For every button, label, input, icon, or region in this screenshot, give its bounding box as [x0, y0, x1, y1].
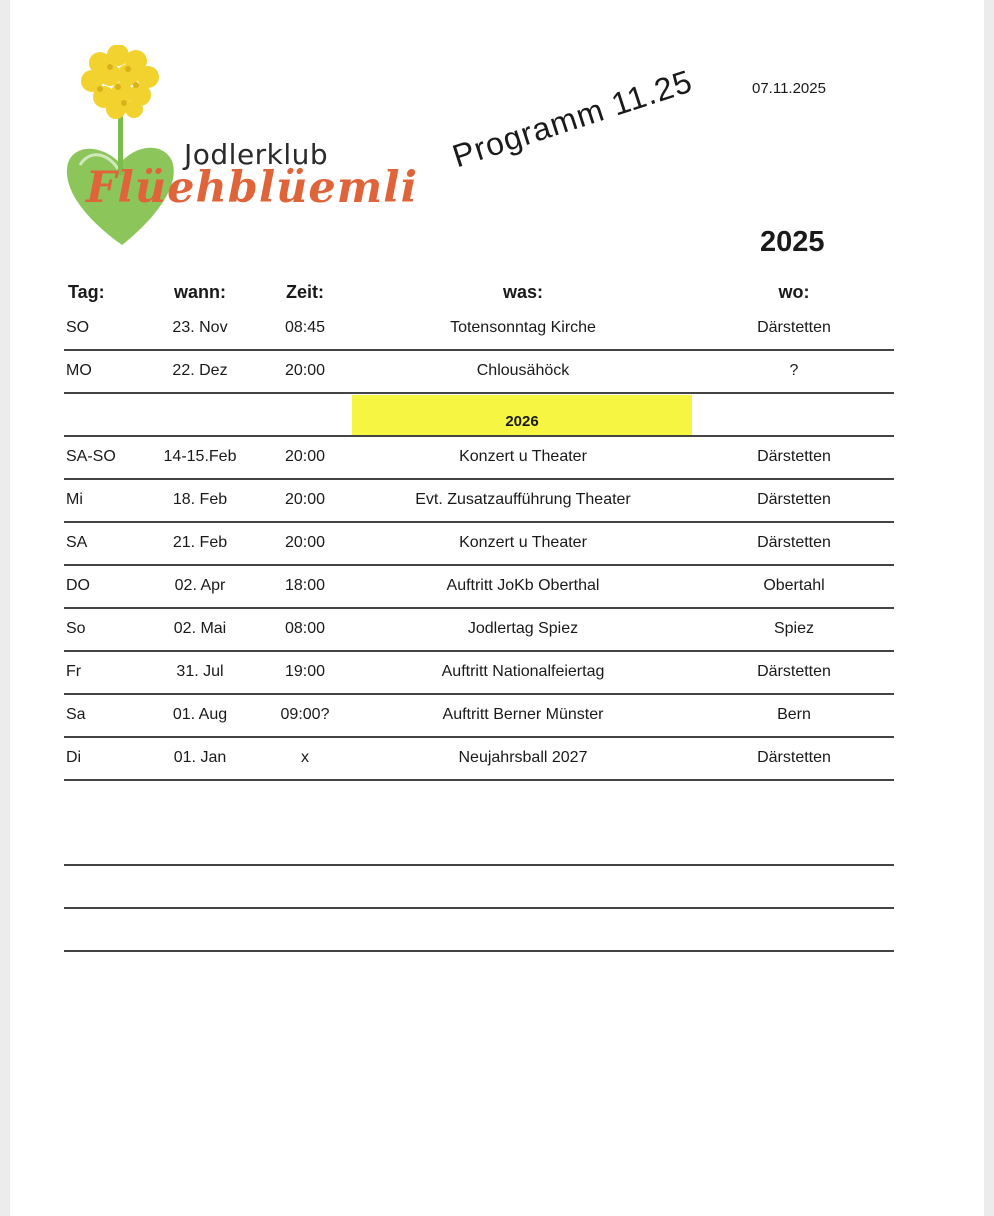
cell-tag: Sa [66, 706, 86, 723]
section-year-2026: 2026 [505, 413, 539, 430]
cell-wann: 02. Apr [174, 577, 226, 594]
cell-was: Jodlertag Spiez [467, 620, 579, 637]
cell-tag: SA [66, 534, 88, 551]
cell-wo: Därstetten [757, 663, 831, 680]
table-row [0, 738, 994, 781]
cell-zeit: 09:00? [280, 706, 330, 723]
header-wann: wann: [174, 282, 226, 302]
cell-wo: Därstetten [757, 448, 831, 465]
cell-tag: So [66, 620, 86, 637]
cell-wann: 01. Aug [172, 706, 228, 723]
program-stamp: Programm 11.25 [448, 62, 697, 175]
table-row [0, 609, 994, 652]
cell-wann: 23. Nov [172, 319, 228, 336]
cell-was: Auftritt JoKb Oberthal [446, 577, 600, 594]
cell-wann: 21. Feb [172, 534, 228, 551]
cell-wo: Därstetten [757, 534, 831, 551]
cell-was: Konzert u Theater [459, 534, 587, 551]
cell-wo: Bern [777, 706, 811, 723]
blank-line [64, 907, 894, 909]
cell-wo: Obertahl [763, 577, 825, 594]
cell-tag: Di [66, 749, 82, 766]
cell-wann: 22. Dez [172, 362, 228, 379]
table-row [0, 437, 994, 480]
cell-was: Totensonntag Kirche [450, 319, 596, 336]
cell-tag: SA-SO [66, 448, 116, 465]
cell-zeit: x [301, 749, 309, 766]
logo-club-name: Flüehblüemli [86, 163, 418, 213]
table-header [0, 282, 994, 306]
header-tag: Tag: [68, 282, 105, 302]
cell-was: Chlousähöck [476, 362, 570, 379]
cell-was: Auftritt Berner Münster [442, 706, 604, 723]
cell-zeit: 08:00 [284, 620, 326, 637]
cell-tag: SO [66, 319, 90, 336]
cell-tag: MO [66, 362, 92, 379]
cell-zeit: 18:00 [284, 577, 326, 594]
table-row [0, 566, 994, 609]
cell-wann: 01. Jan [173, 749, 227, 766]
header-zeit: Zeit: [286, 282, 324, 302]
blank-line [64, 864, 894, 866]
year-heading: 2025 [760, 226, 825, 258]
table-row [0, 351, 994, 394]
document-date: 07.11.2025 [752, 80, 826, 97]
cell-zeit: 20:00 [284, 362, 326, 379]
header-was: was: [502, 282, 544, 302]
cell-tag: Fr [66, 663, 82, 680]
cell-wo: ? [789, 362, 799, 379]
table-row [0, 308, 994, 351]
table-row [0, 695, 994, 738]
cell-zeit: 20:00 [284, 491, 326, 508]
cell-was: Konzert u Theater [459, 448, 587, 465]
row-divider [64, 779, 894, 781]
cell-was: Neujahrsball 2027 [458, 749, 588, 766]
cell-wann: 18. Feb [172, 491, 228, 508]
cell-zeit: 19:00 [284, 663, 326, 680]
cell-zeit: 08:45 [284, 319, 326, 336]
cell-wo: Därstetten [757, 749, 831, 766]
blank-line [64, 950, 894, 952]
cell-tag: Mi [66, 491, 83, 508]
cell-wo: Därstetten [757, 491, 831, 508]
table-row [0, 480, 994, 523]
table-row [0, 652, 994, 695]
cell-wann: 02. Mai [173, 620, 227, 637]
header-wo: wo: [778, 282, 810, 302]
cell-was: Auftritt Nationalfeiertag [441, 663, 605, 680]
cell-wann: 14-15.Feb [163, 448, 237, 465]
cell-wo: Spiez [773, 620, 815, 637]
cell-tag: DO [66, 577, 90, 594]
cell-wo: Därstetten [757, 319, 831, 336]
table-row [0, 523, 994, 566]
cell-zeit: 20:00 [284, 534, 326, 551]
section-row [0, 394, 994, 437]
cell-wann: 31. Jul [176, 663, 224, 680]
logo-club-text: Jodlerklub [184, 138, 329, 171]
cell-zeit: 20:00 [284, 448, 326, 465]
cell-was: Evt. Zusatzaufführung Theater [415, 491, 631, 508]
